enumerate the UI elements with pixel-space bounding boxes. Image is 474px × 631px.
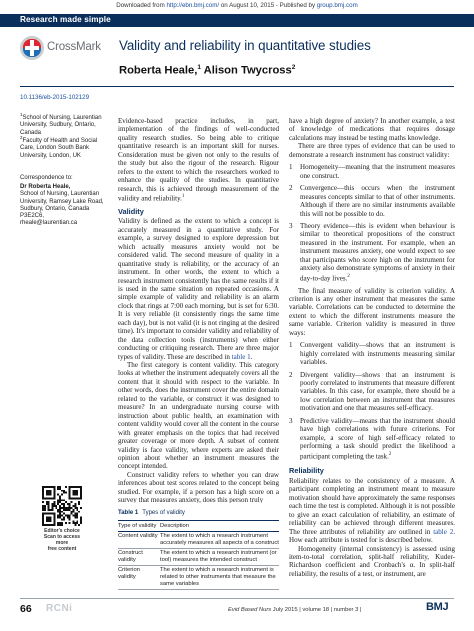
table-caption-text: Types of validity — [142, 510, 185, 516]
body-column-1 — [118, 117, 279, 503]
qr-code-icon[interactable] — [42, 486, 82, 526]
list-text: Convergent validity—shows that an instrument is highly correlated with instruments measuring similar variables. — [300, 341, 455, 367]
author-name: Alison Twycross — [200, 64, 292, 77]
correspondence-email[interactable]: rheale@laurentian.ca — [20, 220, 78, 227]
header-divider — [20, 86, 454, 87]
paragraph-end: . How each attribute is tested for is described below. — [289, 527, 455, 545]
table-cell: Criterion validity — [118, 567, 140, 581]
editor-line: Editor's choice — [44, 528, 80, 534]
list-text: Theory evidence—this is evident when behaviour is similar to theoretical propositions of the construct measured in the instrument. For example, when an instrument measures anxiety, one would expect to see that participants who score high on the instrument for anxiety also demonstrate symptoms of anxiety in their day-to-day lives. — [300, 221, 455, 283]
crossmark-label: CrossMark — [47, 41, 101, 53]
list-item — [289, 417, 455, 461]
author-sup: 1 — [197, 64, 201, 71]
correspondence-title: Correspondence to: — [20, 175, 73, 181]
journal-issue: July 2015 | volume 18 | number 3 | — [271, 607, 362, 613]
affiliation — [20, 134, 110, 160]
table-row — [118, 549, 279, 566]
affiliation — [20, 111, 110, 137]
paragraph-text: Evidence-based practice includes, in part, implementation of the findings of well-conducted quality research studies. So being able to critique quantitative research is an important skill for nurses. Consideration must be given not only to the results of the study but also the rigour of the research. Rigour refers to the extent to which the researchers worked to enhance the quality of the studies. In quantitative research, this is achieved through measurement of the validity and reliability. — [118, 117, 279, 203]
correspondence-block — [20, 184, 110, 228]
correspondence-line: Dr Roberta Heale, — [20, 184, 71, 190]
table-header-cell: Type of validity — [118, 522, 157, 529]
paragraph: have a high degree of anxiety? In another example, a test of knowledge of medications that requires dosage calculations may instead be testing maths knowledge. — [289, 117, 455, 142]
table-cell: The extent to which a research instrument accurately measures all aspects of a construct — [160, 533, 279, 546]
bmj-logo: BMJ — [426, 601, 449, 613]
list-number: 1 — [289, 341, 293, 350]
construct-evidence-list — [289, 163, 455, 282]
list-item — [289, 184, 455, 218]
editor-line: Scan to access more — [43, 534, 81, 546]
footer-divider — [20, 598, 454, 599]
table-2-link[interactable]: table 2 — [433, 527, 454, 536]
table-1-caption — [118, 510, 185, 516]
table-header-row — [118, 521, 279, 532]
section-heading-reliability: Reliability — [289, 466, 324, 476]
affiliation-sup: 2 — [20, 135, 23, 140]
correspondence-line: Sudbury, Ontario, Canada — [20, 205, 90, 212]
list-item — [289, 341, 455, 366]
affiliation-text: School of Nursing, Laurentian University, Sudbury, Ontario, Canada — [20, 115, 102, 136]
editors-choice-note — [40, 528, 84, 552]
list-item — [289, 371, 455, 413]
table-cell: Content validity — [118, 533, 158, 540]
reference-sup: 2 — [388, 451, 392, 457]
list-number: 1 — [289, 163, 293, 172]
publisher-link[interactable]: group.bmj.com — [316, 2, 358, 9]
rcni-logo: RCNi — [46, 603, 73, 614]
paragraph: There are three types of evidence that can be used to demonstrate a research instrument has construct validity: — [289, 142, 455, 159]
correspondence-line: P3E2C6, — [20, 213, 45, 220]
affiliation-sup: 1 — [20, 112, 23, 117]
correspondence-line: University, Ramsey Lake Road, — [20, 198, 104, 205]
table-label: Table 1 — [118, 510, 139, 516]
list-item — [289, 222, 455, 283]
list-number: 3 — [289, 221, 293, 230]
author-sup: 2 — [291, 64, 296, 71]
paragraph: The final measure of validity is criterion validity. A criterion is any other instrument that measures the same variable. Correlations can be conducted to determine the extent to which the different instruments measure the same variable. Criterion validity is measured in three ways: — [289, 286, 455, 337]
section-heading-validity: Validity — [118, 206, 144, 216]
list-text: Homogeneity—meaning that the instrument measures one construct. — [300, 163, 455, 180]
article-title: Validity and reliability in quantitative studies — [119, 38, 371, 53]
editor-line: free content — [47, 546, 77, 552]
criterion-validity-list — [289, 341, 455, 460]
table-header-cell: Description — [160, 522, 189, 529]
crossmark-icon — [20, 36, 44, 60]
list-item — [289, 163, 455, 180]
source-url-link[interactable]: http://ebn.bmj.com/ — [166, 2, 220, 9]
reference-sup: 1 — [181, 194, 185, 200]
journal-citation — [228, 607, 361, 613]
table-cell: The extent to which a research instrument (or tool) measures the intended construct — [160, 550, 277, 563]
table-cell: The extent to which a research instrument is related to other instruments that measure the same variables — [160, 567, 276, 587]
list-number: 2 — [289, 370, 293, 379]
list-text: Convergence—this occurs when the instrument measures concepts similar to that of other instruments. Although if there are no similar instruments available this will not be possible to do. — [300, 184, 455, 218]
article-authors — [119, 64, 295, 77]
table-row — [118, 532, 279, 549]
list-text: Predictive validity—means that the instrument should have high correlations with future criterions. For example, a score of high self-efficacy related to performing a task should predict the likelihood a participant completing the task. — [300, 416, 455, 460]
table-1 — [118, 520, 279, 590]
download-middle: on August 10, 2015 - Published by — [219, 2, 317, 9]
list-number: 2 — [289, 184, 293, 193]
journal-name: Evid Based Nurs — [228, 607, 272, 613]
paragraph — [118, 217, 279, 361]
paragraph-end: . — [250, 352, 253, 361]
doi-link[interactable]: 10.1136/eb-2015-102129 — [20, 94, 90, 101]
crossmark-badge[interactable] — [20, 35, 115, 61]
list-text: Divergent validity—shows that an instrument is poorly correlated to instruments that measure different variables. In this case, for example, there should be a low correlation between an instrument that measures motivation and one that measures self-efficacy. — [300, 370, 455, 413]
section-banner — [0, 14, 474, 27]
list-number: 3 — [289, 416, 293, 425]
paragraph — [289, 477, 455, 545]
table-1-link[interactable]: table 1 — [231, 352, 251, 361]
table-row — [118, 566, 279, 590]
page-number: 66 — [20, 603, 32, 615]
paragraph: Homogeneity (internal consistency) is assessed using item-to-total correlation, split-half reliability, Kuder-Richardson coefficient and Cronbach's α. In split-half reliability, the results of a test, or instrument, are — [289, 544, 455, 578]
reference-sup: 2 — [347, 273, 350, 279]
download-prefix: Downloaded from — [116, 2, 167, 9]
banner-label: Research made simple — [20, 15, 111, 24]
paragraph-text: Reliability relates to the consistency of a measure. A participant completing an instrument meant to measure motivation should have approximately the same responses each time the test is completed. Although it is not possible to give an exact calculation of reliability, an estimate of reliability can be achieved through different measures. The three attributes of reliability are outlined in — [289, 476, 455, 536]
paragraph: Construct validity refers to whether you can draw inferences about test scores related to the concept being studied. For example, if a person has a high score on a survey that measures anxiety, does this person truly — [118, 470, 279, 503]
affiliation-text: Faculty of Health and Social Care, London South Bank University, London, UK — [20, 138, 98, 159]
paragraph — [118, 117, 279, 203]
body-column-2 — [289, 117, 455, 615]
paragraph-text: Validity is defined as the extent to which a concept is accurately measured in a quantitative study. For example, a survey designed to explore depression but which actually measures anxiety would not be considered valid. The second measure of quality in a quantitative study is reliability, or the accuracy of an instrument. In other words, the extent to which a research instrument consistently has the same results if it is used in the same situation on repeated occasions. A simple example of validity and reliability is an alarm clock that rings at 7:00 each morning, but is set for 6:30. It is very reliable (it consistently rings the same time each day), but is not valid (it is not ringing at the desired time). It's important to consider validity and reliability of the data collection tools (instruments) when either conducting or critiquing research. There are three major types of validity. These are described in — [118, 217, 279, 361]
author-name: Roberta Heale, — [119, 64, 198, 77]
table-cell: Construct validity — [118, 550, 143, 563]
download-line — [0, 2, 474, 9]
paragraph: The first category is content validity. This category looks at whether the instrument adequately covers all the content that it should with respect to the variable. In other words, does the instrument cover the entire domain related to the variable, or construct it was designed to measure? In an undergraduate nursing course with instruction about public health, an examination with content validity would cover all the content in the course with greater emphasis on the topics that had received greater coverage or more depth. A subset of content validity is face validity, where experts are asked their opinion about whether an instrument measures the concept intended. — [118, 361, 279, 471]
correspondence-line: School of Nursing, Laurentian — [20, 191, 100, 198]
